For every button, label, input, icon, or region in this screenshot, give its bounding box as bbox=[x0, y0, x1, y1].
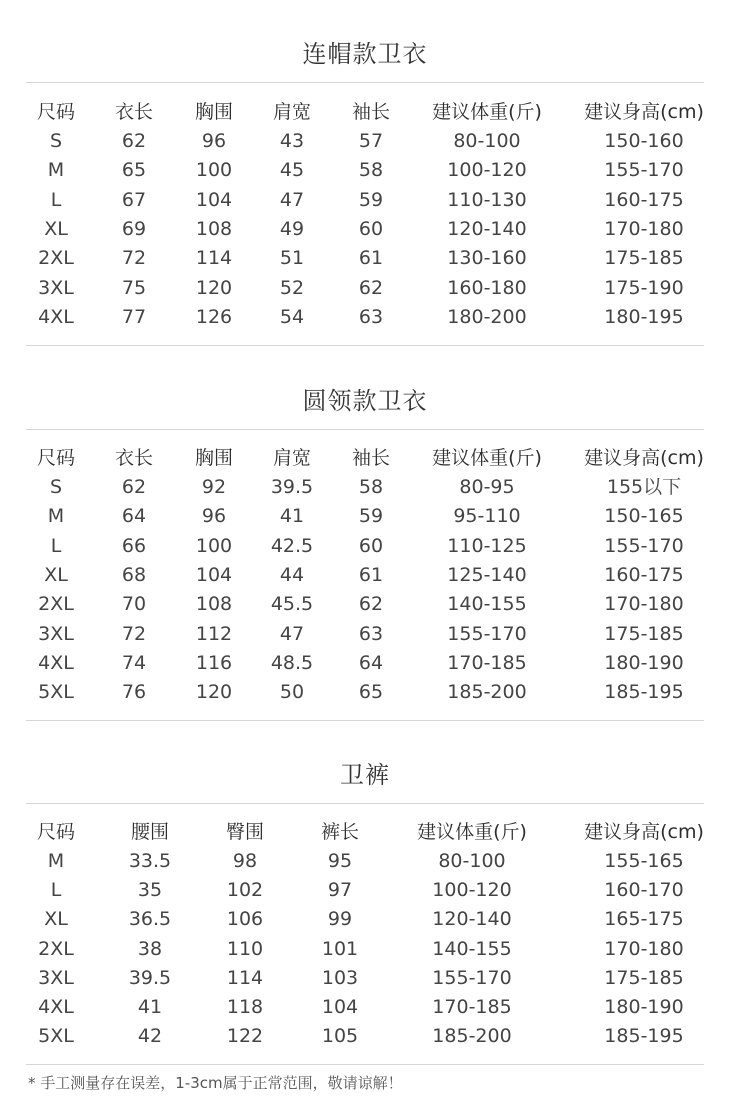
table-cell: 114 bbox=[195, 247, 233, 270]
table-cell: 74 bbox=[121, 651, 147, 674]
table-cell: M bbox=[47, 850, 65, 872]
table-cell: 45 bbox=[279, 159, 305, 182]
table-cell: 160-175 bbox=[604, 563, 684, 586]
table-cell: 62 bbox=[358, 276, 384, 299]
table-cell: 4XL bbox=[38, 651, 74, 674]
table-cell: 120 bbox=[195, 276, 233, 299]
table-row bbox=[0, 905, 730, 934]
table-cell: 155-170 bbox=[432, 966, 512, 989]
table-cell: 185-195 bbox=[604, 1025, 684, 1048]
table-cell: 33.5 bbox=[128, 850, 172, 872]
table-cell: 96 bbox=[201, 505, 227, 528]
table-cell: 160-180 bbox=[447, 276, 527, 299]
section-title: 连帽款卫衣 bbox=[302, 40, 428, 68]
table-cell: 155以下 bbox=[606, 476, 682, 498]
table-cell: 114 bbox=[226, 966, 264, 989]
table-cell: 64 bbox=[121, 505, 147, 528]
table-cell: 52 bbox=[279, 276, 305, 299]
column-header: 建议体重(斤) bbox=[432, 447, 542, 469]
table-cell: S bbox=[49, 476, 63, 498]
table-cell: 97 bbox=[327, 879, 353, 902]
table-cell: 170-180 bbox=[604, 937, 684, 960]
table-cell: 48.5 bbox=[270, 651, 314, 674]
table-row bbox=[0, 156, 730, 185]
column-header: 胸围 bbox=[194, 101, 234, 123]
table-cell: 95 bbox=[327, 850, 353, 872]
table-cell: 125-140 bbox=[447, 563, 527, 586]
table-cell: 80-100 bbox=[438, 850, 506, 872]
column-header: 建议体重(斤) bbox=[432, 101, 542, 123]
table-cell: 3XL bbox=[38, 966, 74, 989]
table-cell: 105 bbox=[321, 1025, 359, 1048]
table-cell: 70 bbox=[121, 593, 147, 616]
table-cell: 76 bbox=[121, 681, 147, 704]
column-header: 臀围 bbox=[225, 821, 265, 843]
table-cell: 170-180 bbox=[604, 217, 684, 240]
table-cell: 54 bbox=[279, 305, 305, 328]
table-cell: M bbox=[47, 159, 65, 182]
table-cell: 140-155 bbox=[447, 593, 527, 616]
table-cell: M bbox=[47, 505, 65, 528]
table-row bbox=[0, 186, 730, 215]
table-cell: 4XL bbox=[38, 996, 74, 1018]
table-cell: 175-190 bbox=[604, 276, 684, 299]
table-cell: 75 bbox=[121, 276, 147, 299]
table-cell: 39.5 bbox=[270, 476, 314, 498]
table-row bbox=[0, 964, 730, 993]
table-cell: 98 bbox=[232, 850, 258, 872]
table-cell: 58 bbox=[358, 159, 384, 182]
column-header: 衣长 bbox=[114, 101, 154, 123]
table-cell: 5XL bbox=[38, 681, 74, 704]
table-cell: 63 bbox=[358, 305, 384, 328]
table-cell: 65 bbox=[121, 159, 147, 182]
table-cell: 120 bbox=[195, 681, 233, 704]
table-cell: 50 bbox=[279, 681, 305, 704]
table-cell: 185-195 bbox=[604, 681, 684, 704]
table-row bbox=[0, 561, 730, 590]
table-cell: XL bbox=[44, 217, 68, 240]
column-header: 建议身高(cm) bbox=[584, 447, 704, 469]
table-cell: 155-170 bbox=[447, 622, 527, 645]
table-cell: 112 bbox=[195, 622, 233, 645]
table-cell: 175-185 bbox=[604, 622, 684, 645]
section-title: 卫裤 bbox=[340, 761, 390, 789]
table-cell: 100-120 bbox=[447, 159, 527, 182]
table-row bbox=[0, 215, 730, 244]
table-cell: 180-190 bbox=[604, 996, 684, 1018]
table-cell: 47 bbox=[279, 622, 305, 645]
column-header: 裤长 bbox=[320, 821, 360, 843]
table-cell: 110-130 bbox=[447, 188, 527, 211]
table-cell: 57 bbox=[358, 130, 384, 152]
table-cell: 62 bbox=[121, 476, 147, 498]
table-cell: 108 bbox=[195, 217, 233, 240]
table-cell: 150-160 bbox=[604, 130, 684, 152]
table-cell: 58 bbox=[358, 476, 384, 498]
table-cell: 60 bbox=[358, 534, 384, 557]
table-cell: 180-190 bbox=[604, 651, 684, 674]
table-row bbox=[0, 127, 730, 156]
table-cell: 38 bbox=[137, 937, 163, 960]
table-cell: 80-95 bbox=[459, 476, 515, 498]
table-cell: 102 bbox=[226, 879, 264, 902]
divider bbox=[26, 345, 704, 346]
table-cell: XL bbox=[44, 563, 68, 586]
table-cell: 100 bbox=[195, 534, 233, 557]
table-cell: 155-170 bbox=[604, 534, 684, 557]
table-cell: 2XL bbox=[38, 937, 74, 960]
table-cell: 104 bbox=[195, 563, 233, 586]
table-cell: S bbox=[49, 130, 63, 152]
table-cell: 180-200 bbox=[447, 305, 527, 328]
table-cell: 47 bbox=[279, 188, 305, 211]
table-cell: 67 bbox=[121, 188, 147, 211]
table-cell: 42 bbox=[137, 1025, 163, 1048]
section-title: 圆领款卫衣 bbox=[302, 387, 428, 415]
table-cell: 185-200 bbox=[447, 681, 527, 704]
divider bbox=[26, 82, 704, 83]
table-cell: 104 bbox=[321, 996, 359, 1018]
column-header: 肩宽 bbox=[272, 101, 312, 123]
table-cell: 110 bbox=[226, 937, 264, 960]
table-cell: 100 bbox=[195, 159, 233, 182]
table-cell: 130-160 bbox=[447, 247, 527, 270]
table-cell: 103 bbox=[321, 966, 359, 989]
table-cell: L bbox=[50, 188, 62, 211]
table-cell: 175-185 bbox=[604, 966, 684, 989]
table-row bbox=[0, 876, 730, 905]
column-header: 建议体重(斤) bbox=[417, 821, 527, 843]
table-cell: 120-140 bbox=[432, 908, 512, 931]
table-cell: 72 bbox=[121, 622, 147, 645]
table-cell: 63 bbox=[358, 622, 384, 645]
table-cell: 51 bbox=[279, 247, 305, 270]
table-row bbox=[0, 620, 730, 649]
table-cell: 122 bbox=[226, 1025, 264, 1048]
table-cell: 64 bbox=[358, 651, 384, 674]
column-header: 建议身高(cm) bbox=[584, 821, 704, 843]
table-cell: 3XL bbox=[38, 622, 74, 645]
table-cell: 42.5 bbox=[270, 534, 314, 557]
table-cell: 106 bbox=[226, 908, 264, 931]
table-row bbox=[0, 847, 730, 876]
table-cell: 65 bbox=[358, 681, 384, 704]
table-cell: 80-100 bbox=[453, 130, 521, 152]
table-cell: 165-175 bbox=[604, 908, 684, 931]
table-cell: L bbox=[50, 534, 62, 557]
table-cell: 60 bbox=[358, 217, 384, 240]
table-header-row bbox=[0, 818, 730, 847]
divider bbox=[26, 803, 704, 804]
table-cell: 41 bbox=[137, 996, 163, 1018]
table-cell: 61 bbox=[358, 247, 384, 270]
table-row bbox=[0, 678, 730, 707]
table-header-row bbox=[0, 98, 730, 127]
table-cell: 43 bbox=[279, 130, 305, 152]
table-row bbox=[0, 274, 730, 303]
divider bbox=[26, 429, 704, 430]
table-cell: 160-175 bbox=[604, 188, 684, 211]
table-cell: 5XL bbox=[38, 1025, 74, 1048]
table-cell: 77 bbox=[121, 305, 147, 328]
table-cell: 59 bbox=[358, 505, 384, 528]
table-cell: 185-200 bbox=[432, 1025, 512, 1048]
table-cell: 41 bbox=[279, 505, 305, 528]
table-cell: 108 bbox=[195, 593, 233, 616]
table-cell: 100-120 bbox=[432, 879, 512, 902]
table-cell: 68 bbox=[121, 563, 147, 586]
table-cell: 180-195 bbox=[604, 305, 684, 328]
table-cell: 39.5 bbox=[128, 966, 172, 989]
table-cell: 155-165 bbox=[604, 850, 684, 872]
column-header: 尺码 bbox=[36, 101, 76, 123]
column-header: 建议身高(cm) bbox=[584, 101, 704, 123]
table-cell: 59 bbox=[358, 188, 384, 211]
table-row bbox=[0, 935, 730, 964]
table-cell: 4XL bbox=[38, 305, 74, 328]
table-row bbox=[0, 303, 730, 332]
table-cell: 72 bbox=[121, 247, 147, 270]
table-cell: 69 bbox=[121, 217, 147, 240]
column-header: 袖长 bbox=[351, 447, 391, 469]
column-header: 衣长 bbox=[114, 447, 154, 469]
table-cell: 61 bbox=[358, 563, 384, 586]
table-cell: L bbox=[50, 879, 62, 902]
table-row bbox=[0, 532, 730, 561]
table-cell: 170-185 bbox=[432, 996, 512, 1018]
table-cell: 62 bbox=[358, 593, 384, 616]
table-cell: 45.5 bbox=[270, 593, 314, 616]
table-cell: 101 bbox=[321, 937, 359, 960]
table-row bbox=[0, 244, 730, 273]
table-cell: 35 bbox=[137, 879, 163, 902]
divider bbox=[26, 1064, 704, 1065]
table-row bbox=[0, 1022, 730, 1051]
table-cell: 2XL bbox=[38, 247, 74, 270]
column-header: 尺码 bbox=[36, 447, 76, 469]
table-cell: 95-110 bbox=[453, 505, 521, 528]
column-header: 腰围 bbox=[130, 821, 170, 843]
table-cell: 110-125 bbox=[447, 534, 527, 557]
table-cell: 118 bbox=[226, 996, 264, 1018]
divider bbox=[26, 720, 704, 721]
table-cell: 62 bbox=[121, 130, 147, 152]
table-cell: 2XL bbox=[38, 593, 74, 616]
table-cell: 150-165 bbox=[604, 505, 684, 528]
table-cell: 104 bbox=[195, 188, 233, 211]
table-cell: 140-155 bbox=[432, 937, 512, 960]
table-cell: 170-185 bbox=[447, 651, 527, 674]
table-cell: 155-170 bbox=[604, 159, 684, 182]
table-cell: 96 bbox=[201, 130, 227, 152]
table-cell: 99 bbox=[327, 908, 353, 931]
table-cell: 49 bbox=[279, 217, 305, 240]
table-row bbox=[0, 502, 730, 531]
table-cell: 36.5 bbox=[128, 908, 172, 931]
column-header: 袖长 bbox=[351, 101, 391, 123]
table-header-row bbox=[0, 444, 730, 473]
table-cell: 170-180 bbox=[604, 593, 684, 616]
table-row bbox=[0, 649, 730, 678]
table-cell: 175-185 bbox=[604, 247, 684, 270]
table-cell: 160-170 bbox=[604, 879, 684, 902]
footnote: * 手工测量存在误差，1-3cm属于正常范围，敬请谅解！ bbox=[28, 1074, 403, 1092]
column-header: 肩宽 bbox=[272, 447, 312, 469]
table-cell: 66 bbox=[121, 534, 147, 557]
column-header: 尺码 bbox=[36, 821, 76, 843]
table-row bbox=[0, 590, 730, 619]
table-cell: 3XL bbox=[38, 276, 74, 299]
table-cell: 92 bbox=[201, 476, 227, 498]
table-cell: 120-140 bbox=[447, 217, 527, 240]
table-cell: 44 bbox=[279, 563, 305, 586]
table-row bbox=[0, 473, 730, 502]
table-row bbox=[0, 993, 730, 1022]
table-cell: XL bbox=[44, 908, 68, 931]
table-cell: 126 bbox=[195, 305, 233, 328]
column-header: 胸围 bbox=[194, 447, 234, 469]
table-cell: 116 bbox=[195, 651, 233, 674]
